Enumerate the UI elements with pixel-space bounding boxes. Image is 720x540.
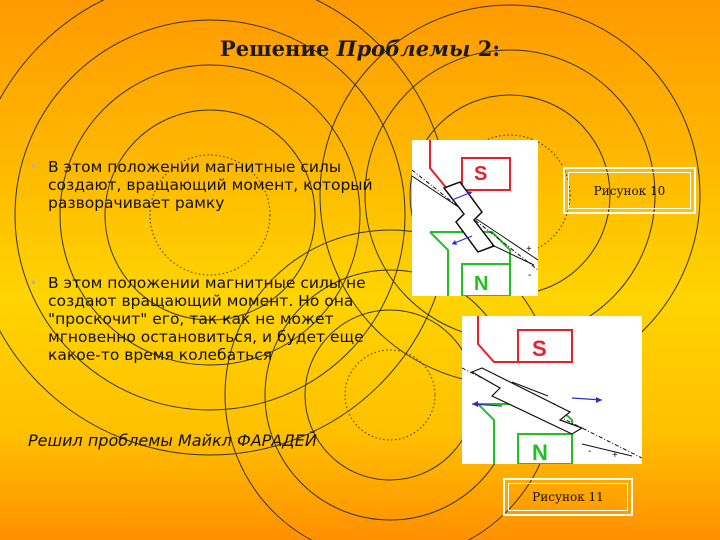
bullet-item <box>30 274 400 364</box>
bullet-icon: • <box>30 276 38 290</box>
title-plain: Решение <box>219 36 330 61</box>
figure-10-diagram <box>412 140 538 296</box>
minus-sign: - <box>528 270 532 281</box>
title-italic: Проблемы <box>336 36 471 61</box>
bullet-item <box>30 158 400 212</box>
title-number: 2: <box>477 36 501 61</box>
bullet-list <box>30 158 400 364</box>
slide-title <box>0 36 720 61</box>
figure-11-image <box>462 316 642 464</box>
bullet-text: В этом положении магнитные силы создают, вращающий момент, который разворачивает рамку <box>48 158 373 212</box>
minus-sign: - <box>588 446 592 457</box>
caption-text: Рисунок 10 <box>593 183 666 198</box>
plus-sign: + <box>612 450 618 461</box>
pole-n-label: N <box>532 440 548 464</box>
figure-10-image <box>412 140 538 296</box>
pole-s-label: S <box>474 163 488 185</box>
figure-11-diagram <box>462 316 642 464</box>
pole-s-label: S <box>532 336 547 361</box>
pole-n-label: N <box>474 273 489 295</box>
plus-sign: + <box>526 244 532 255</box>
bullet-text: В этом положении магнитные силы не создают вращающий момент. Но она "проскочит" его, так как не может мгновенно остановиться, и будет еще какое-то время колебаться <box>48 274 366 364</box>
signoff-text: Решил проблемы Майкл ФАРАДЕЙ <box>28 431 317 450</box>
figure-10-caption <box>563 167 696 214</box>
figure-11-caption <box>503 478 633 516</box>
caption-text: Рисунок 11 <box>532 490 604 504</box>
bullet-icon: • <box>30 160 38 174</box>
